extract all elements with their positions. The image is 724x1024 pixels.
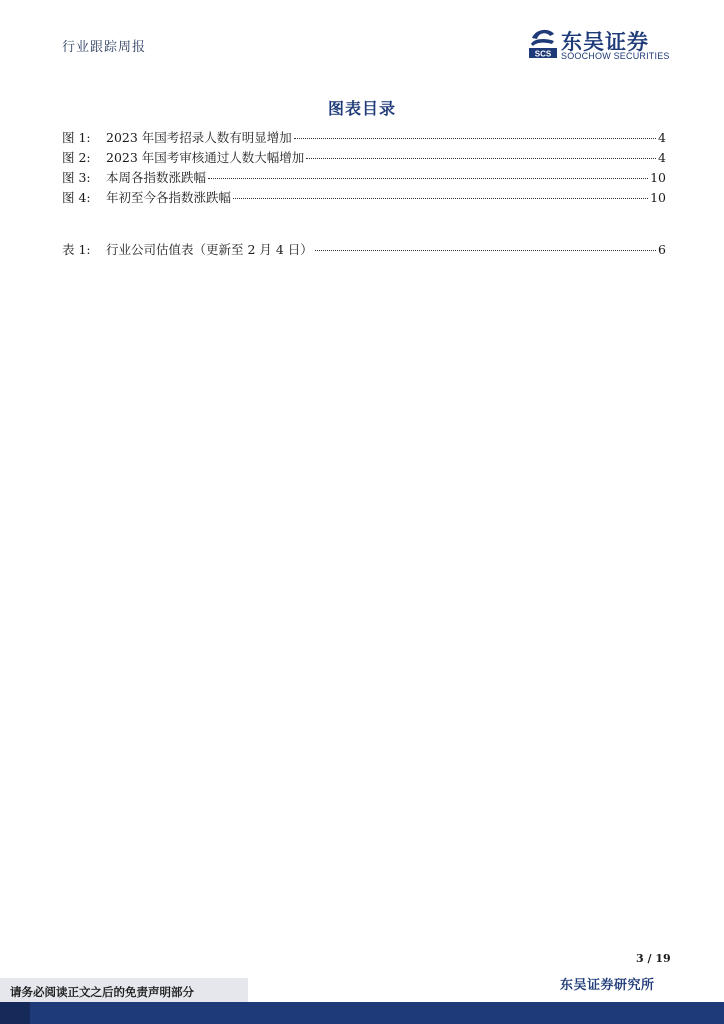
- leader-dots: [208, 178, 648, 179]
- toc-entry-page: 6: [658, 242, 666, 257]
- company-logo: [528, 26, 678, 64]
- page-number: 3 / 19: [636, 952, 671, 965]
- footer-bar-accent: [0, 1002, 30, 1024]
- toc-entry-label: 图 1:: [62, 130, 91, 145]
- logo-chinese-name: 东吴证券: [561, 30, 649, 54]
- logo-english-name: SOOCHOW SECURITIES: [561, 51, 670, 61]
- leader-dots: [306, 158, 656, 159]
- report-type-label: 行业跟踪周报: [62, 40, 147, 55]
- figure-list: [62, 128, 666, 208]
- toc-title: 图表目录: [327, 99, 396, 118]
- toc-entry-table-1[interactable]: [62, 240, 666, 260]
- toc-entry-label: 图 3:: [62, 170, 91, 185]
- toc-entry-text: 年初至今各指数涨跌幅: [106, 190, 232, 205]
- toc-entry-label: 图 2:: [62, 150, 91, 165]
- toc-entry-text: 2023 年国考招录人数有明显增加: [106, 130, 292, 145]
- institute-name: 东吴证券研究所: [560, 978, 655, 993]
- toc-entry-figure-4[interactable]: [62, 188, 666, 208]
- toc-entry-figure-2[interactable]: [62, 148, 666, 168]
- leader-dots: [233, 198, 648, 199]
- scs-logo-icon: [528, 26, 558, 60]
- toc-entry-text: 行业公司估值表（更新至 2 月 4 日）: [106, 242, 313, 257]
- toc-entry-label: 表 1:: [62, 242, 91, 257]
- logo-mark-text: SCS: [534, 49, 552, 59]
- toc-entry-text: 本周各指数涨跌幅: [106, 170, 207, 185]
- toc-entry-page: 4: [658, 130, 666, 145]
- toc-entry-page: 10: [650, 170, 666, 185]
- leader-dots: [294, 138, 656, 139]
- toc-entry-page: 10: [650, 190, 666, 205]
- leader-dots: [315, 250, 656, 251]
- toc-entry-figure-1[interactable]: [62, 128, 666, 148]
- toc-entry-label: 图 4:: [62, 190, 91, 205]
- disclaimer-text: 请务必阅读正文之后的免责声明部分: [10, 985, 194, 999]
- table-list: [62, 240, 666, 260]
- toc-entry-page: 4: [658, 150, 666, 165]
- toc-entry-figure-3[interactable]: [62, 168, 666, 188]
- footer-bar: [0, 1002, 724, 1024]
- toc-entry-text: 2023 年国考审核通过人数大幅增加: [106, 150, 305, 165]
